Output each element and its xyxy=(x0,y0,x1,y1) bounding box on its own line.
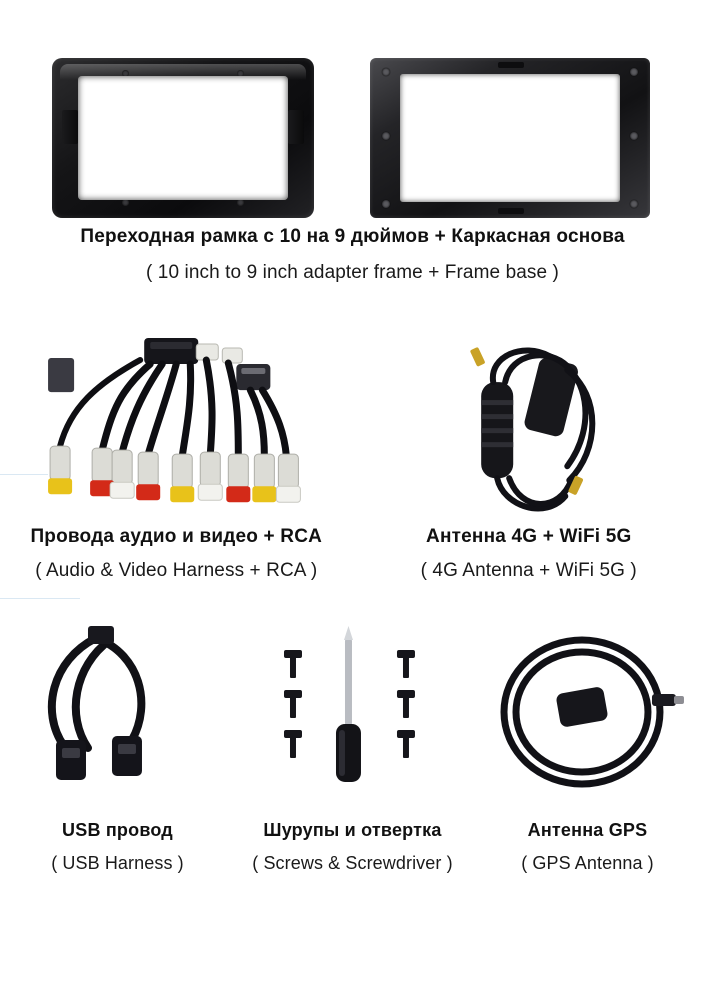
caption-usb-harness xyxy=(0,820,235,874)
caption-gps-antenna xyxy=(470,820,705,874)
av-harness-label-en: ( Audio & Video Harness + RCA ) xyxy=(0,559,353,583)
caption-antenna-4g xyxy=(353,526,705,583)
gps-antenna-label-en: ( GPS Antenna ) xyxy=(470,852,705,875)
frame-right-tab xyxy=(288,110,304,144)
usb-harness-image xyxy=(0,620,235,820)
section-usb-screws-gps xyxy=(0,620,705,930)
frames-image-row xyxy=(0,30,705,210)
screws-screwdriver-label-en: ( Screws & Screwdriver ) xyxy=(235,852,470,875)
caption-av-harness xyxy=(0,526,353,583)
usb-harness-svg xyxy=(0,620,235,820)
usb-harness-label-ru: USB провод xyxy=(0,820,235,842)
section-harness-antenna xyxy=(0,330,705,620)
caption-screws-screwdriver xyxy=(235,820,470,874)
caption-adapter-frame xyxy=(0,226,705,285)
frame-base-screw-hole xyxy=(630,68,638,76)
adapter-frame-label-ru: Переходная рамка с 10 на 9 дюймов + Каркасная основа xyxy=(0,226,705,249)
frame-screw-hole xyxy=(237,70,244,77)
frame-base-screw-hole xyxy=(382,68,390,76)
antenna-4g-label-ru: Антенна 4G + WiFi 5G xyxy=(353,526,705,549)
frame-left-tab xyxy=(62,110,78,144)
frame-gloss-highlight xyxy=(60,64,306,80)
screws-screwdriver-image xyxy=(235,620,470,820)
frame-screw-hole xyxy=(237,199,244,206)
adapter-frame-label-en: ( 10 inch to 9 inch adapter frame + Frame base ) xyxy=(0,261,705,285)
usb-harness-label-en: ( USB Harness ) xyxy=(0,852,235,875)
antenna-4g-label-en: ( 4G Antenna + WiFi 5G ) xyxy=(353,559,705,583)
product-accessories-infographic xyxy=(0,30,705,1000)
frame-base-screw-hole xyxy=(382,132,390,140)
frame-base-screw-hole xyxy=(630,200,638,208)
screws-screwdriver-label-ru: Шурупы и отвертка xyxy=(235,820,470,842)
frame-base-image xyxy=(370,58,650,218)
decorative-guide-line xyxy=(0,598,80,599)
frame-base-screw-hole xyxy=(382,200,390,208)
frame-base-notch xyxy=(498,62,524,68)
gps-antenna-label-ru: Антенна GPS xyxy=(470,820,705,842)
gps-antenna-image xyxy=(470,620,705,820)
adapter-frame-10-to-9-image xyxy=(52,58,314,218)
gps-antenna-svg xyxy=(470,620,705,820)
frame-screw-hole xyxy=(122,70,129,77)
frame-screw-hole xyxy=(122,199,129,206)
av-harness-label-ru: Провода аудио и видео + RCA xyxy=(0,526,353,549)
section-adapter-frame xyxy=(0,30,705,330)
screws-screwdriver-svg xyxy=(235,620,470,820)
frame-base-screw-hole xyxy=(630,132,638,140)
frame-base-notch xyxy=(498,208,524,214)
